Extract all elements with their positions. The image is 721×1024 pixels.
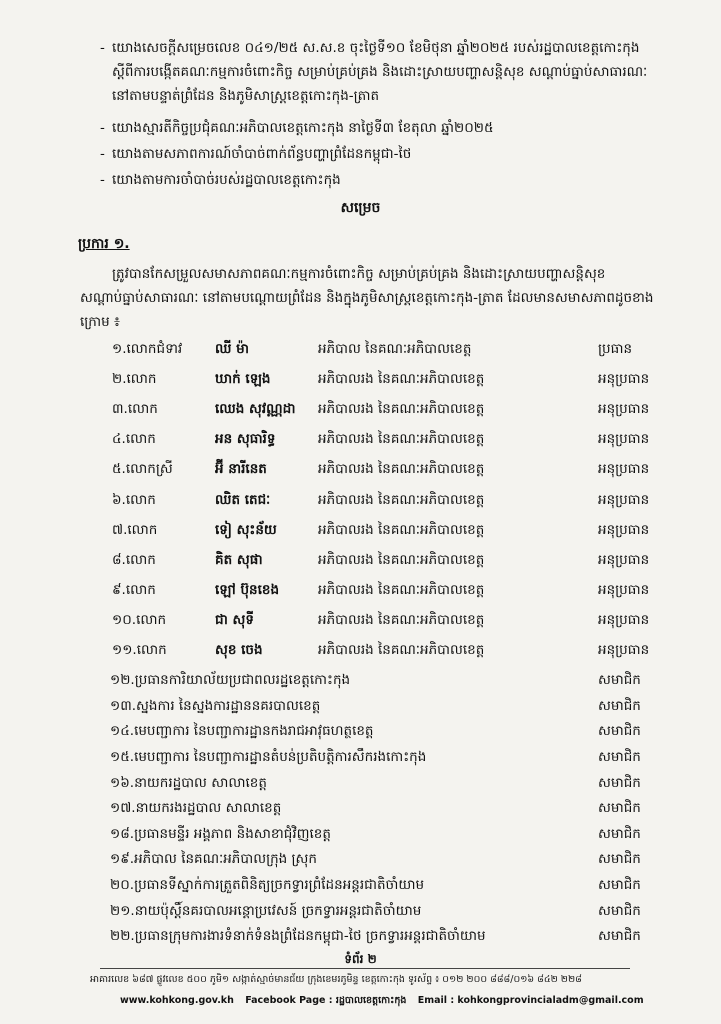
- member-number: ៦.លោក: [112, 491, 156, 508]
- member-role: សមាជិក: [598, 902, 641, 919]
- reference-text: យោងតាមការចាំបាច់របស់រដ្ឋបាលខេត្តកោះកុង: [112, 172, 341, 188]
- member-name: ទៀ សុះន័យ: [215, 521, 277, 538]
- member-number: ៨.លោក: [112, 551, 156, 568]
- member-row: [0, 898, 721, 926]
- member-position: អភិបាលរង នៃគណៈអភិបាលខេត្ត: [318, 401, 485, 418]
- member-role: អនុប្រធាន: [598, 431, 650, 448]
- reference-item: - យោងស្មារតីកិច្ចប្រជុំគណៈអភិបាលខេត្តកោះកុង នាថ្ងៃទី៣ ខែតុលា ឆ្នាំ២០២៥: [100, 116, 660, 140]
- member-row: [0, 577, 721, 605]
- member-role: អនុប្រធាន: [598, 401, 650, 418]
- member-row: [0, 456, 721, 484]
- member-role: អនុប្រធាន: [598, 371, 650, 388]
- member-position: អភិបាលរង នៃគណៈអភិបាលខេត្ត: [318, 642, 485, 658]
- member-role: អនុប្រធាន: [598, 642, 650, 658]
- member-role: សមាជិក: [598, 697, 641, 714]
- member-title: ១៣.ស្នងការ នៃស្នងការដ្ឋាននគរបាលខេត្ត: [110, 697, 321, 714]
- member-name: ឈេង សុវណ្ណដា: [215, 401, 296, 418]
- member-row: [0, 718, 721, 746]
- member-number: ២.លោក: [112, 371, 157, 388]
- member-number: ៩.លោក: [112, 581, 156, 598]
- reference-item: - យោងតាមការចាំបាច់របស់រដ្ឋបាលខេត្តកោះកុង: [100, 168, 660, 192]
- footer-address: អាគារលេខ ៦៨៧ ផ្លូវលេខ ៥០០ ភូមិ១ សង្កាត់ស្មាច់មានជ័យ ក្រុងខេមរភូមិន្ទ ខេត្តកោះកុង ទូរស័ព្ទ ៖ ០១២ ២០០ ៨៨៨/០១៦ ៨៤២ ២២៨: [90, 974, 582, 985]
- footer-divider: [100, 968, 630, 969]
- intro-paragraph: ត្រូវបានកែសម្រួលសមាសភាពគណៈកម្មការចំពោះកិច្ច សម្រាប់គ្រប់គ្រង និងដោះស្រាយបញ្ហាសន្តិសុខ សណ្តាប់ធ្នាប់សាធារណៈ នៅតាមបណ្តោយព្រំដែន និងក្នុងភូមិសាស្ត្រខេត្តកោះកុង-ត្រាត ដែលមានសមាសភាពដូចខាងក្រោម ៖: [80, 266, 654, 330]
- member-title: ១៧.នាយករងរដ្ឋបាល សាលាខេត្ត: [110, 800, 282, 817]
- member-role: សមាជិក: [598, 672, 641, 689]
- member-name: គិត សុផា: [215, 551, 263, 568]
- member-position: អភិបាលរង នៃគណៈអភិបាលខេត្ត: [318, 551, 485, 568]
- member-row: [0, 607, 721, 635]
- member-row: [0, 846, 721, 874]
- member-name: ឈី ម៉ា: [215, 341, 250, 357]
- member-name: អ៊ី នារីនេត: [215, 461, 267, 478]
- reference-text: យោងស្មារតីកិច្ចប្រជុំគណៈអភិបាលខេត្តកោះកុង នាថ្ងៃទី៣ ខែតុលា ឆ្នាំ២០២៥: [112, 120, 494, 136]
- member-title: ១៨.ប្រធានមន្ទីរ អង្គភាព និងសាខាជុំវិញខេត្ត: [110, 825, 331, 842]
- member-row: [0, 744, 721, 772]
- member-role: សមាជិក: [598, 748, 641, 765]
- member-row: [0, 336, 721, 364]
- member-name: សុខ ចេង: [215, 642, 263, 658]
- member-title: ១៥.មេបញ្ជាការ នៃបញ្ជាការដ្ឋានតំបន់ប្រតិបត្តិការសឹករងកោះកុង: [110, 748, 427, 765]
- member-role: សមាជិក: [598, 825, 641, 842]
- member-title: ១២.ប្រធានការិយាល័យប្រជាពលរដ្ឋខេត្តកោះកុង: [110, 672, 351, 689]
- member-row: [0, 693, 721, 721]
- reference-text: យោងសេចក្តីសម្រេចលេខ ០៤១/២៥ ស.ស.ខ ចុះថ្ងៃទី១០ ខែមិថុនា ឆ្នាំ២០២៥ របស់រដ្ឋបាលខេត្តកោះកុង ស្តីពីការបង្កើតគណៈកម្មការចំពោះកិច្ច សម្រាប់គ្រប់គ្រង និងដោះស្រាយបញ្ហាសន្តិសុខ សណ្តាប់ធ្នាប់សាធារណៈ នៅតាមបន្ទាត់ព្រំដែន និងភូមិសាស្ត្រខេត្តកោះកុង-ត្រាត: [112, 40, 648, 104]
- member-row: [0, 923, 721, 951]
- member-position: អភិបាល នៃគណៈអភិបាលខេត្ត: [318, 341, 472, 357]
- reference-item: - យោងតាមសភាពការណ៍ចាំបាច់ពាក់ព័ន្ធបញ្ហាព្រំដែនកម្ពុជា-ថៃ: [100, 142, 660, 166]
- member-row: [0, 396, 721, 424]
- member-row: [0, 547, 721, 575]
- member-title: ១៩.អភិបាល នៃគណៈអភិបាលក្រុង ស្រុក: [110, 851, 317, 868]
- footer-facebook: Facebook Page : រដ្ឋបាលខេត្តកោះកុង: [245, 995, 407, 1006]
- member-number: ១០.លោក: [112, 611, 167, 628]
- member-number: ១១.លោក: [112, 642, 167, 658]
- member-position: អភិបាលរង នៃគណៈអភិបាលខេត្ត: [318, 491, 485, 508]
- member-row: [0, 667, 721, 695]
- member-title: ២១.នាយប៉ុស្តិ៍នគរបាលអន្តោប្រវេសន៍ ច្រកទ្វារអន្តរជាតិចាំយាម: [110, 902, 422, 919]
- member-position: អភិបាលរង នៃគណៈអភិបាលខេត្ត: [318, 521, 485, 538]
- member-number: ៧.លោក: [112, 521, 158, 538]
- member-role: អនុប្រធាន: [598, 491, 650, 508]
- member-role: ប្រធាន: [598, 341, 633, 357]
- member-role: អនុប្រធាន: [598, 521, 650, 538]
- footer-website: www.kohkong.gov.kh: [120, 995, 234, 1006]
- member-number: ៤.លោក: [112, 431, 156, 448]
- member-role: សមាជិក: [598, 774, 641, 791]
- member-position: អភិបាលរង នៃគណៈអភិបាលខេត្ត: [318, 611, 485, 628]
- member-role: សមាជិក: [598, 800, 641, 817]
- member-name: ជា សុទី: [215, 611, 254, 628]
- member-number: ៣.លោក: [112, 401, 158, 418]
- reference-text: យោងតាមសភាពការណ៍ចាំបាច់ពាក់ព័ន្ធបញ្ហាព្រំដែនកម្ពុជា-ថៃ: [112, 146, 412, 162]
- member-role: សមាជិក: [598, 928, 641, 945]
- member-row: [0, 366, 721, 394]
- member-position: អភិបាលរង នៃគណៈអភិបាលខេត្ត: [318, 371, 485, 388]
- reference-item: - យោងសេចក្តីសម្រេចលេខ ០៤១/២៥ ស.ស.ខ ចុះថ្ងៃទី១០ ខែមិថុនា ឆ្នាំ២០២៥ របស់រដ្ឋបាលខេត្តកោះកុង ស្តីពីការបង្កើតគណៈកម្មការចំពោះកិច្ច សម្រាប់គ្រប់គ្រង និងដោះស្រាយបញ្ហាសន្តិសុខ សណ្តាប់ធ្នាប់សាធារណៈ នៅតាមបន្ទាត់ព្រំដែន និងភូមិសាស្ត្រខេត្តកោះកុង-ត្រាត: [100, 36, 660, 108]
- member-name: ឃាក់ ឡេង: [215, 371, 271, 388]
- page-number: ទំព័រ ២: [344, 952, 377, 966]
- decision-heading: សម្រេច: [340, 200, 381, 216]
- member-role: អនុប្រធាន: [598, 551, 650, 568]
- member-role: សមាជិក: [598, 876, 641, 893]
- member-position: អភិបាលរង នៃគណៈអភិបាលខេត្ត: [318, 581, 485, 598]
- member-title: ២២.ប្រធានក្រុមការងារទំនាក់ទំនងព្រំដែនកម្ពុជា-ថៃ ច្រកទ្វារអន្តរជាតិចាំយាម: [110, 928, 486, 945]
- member-position: អភិបាលរង នៃគណៈអភិបាលខេត្ត: [318, 431, 485, 448]
- member-title: ២០.ប្រធានទីស្នាក់ការត្រួតពិនិត្យច្រកទ្វារព្រំដែនអន្តរជាតិចាំយាម: [110, 876, 425, 893]
- member-row: [0, 795, 721, 823]
- member-row: [0, 637, 721, 665]
- member-name: ឡៅ ប៊ុនខេង: [215, 581, 280, 598]
- member-row: [0, 426, 721, 454]
- member-number: ១.លោកជំទាវ: [112, 341, 183, 357]
- article-label: ប្រការ ១.: [78, 236, 130, 252]
- member-title: ១៦.នាយករដ្ឋបាល សាលាខេត្ត: [110, 774, 267, 791]
- member-name: ឈិត តេជៈ: [215, 491, 271, 508]
- member-position: អភិបាលរង នៃគណៈអភិបាលខេត្ត: [318, 461, 485, 478]
- member-row: [0, 821, 721, 849]
- member-role: សមាជិក: [598, 851, 641, 868]
- member-number: ៥.លោកស្រី: [112, 461, 173, 478]
- footer-email: Email : kohkongprovincialadm@gmail.com: [417, 995, 644, 1006]
- member-name: អន សុធារិទ្ធ: [215, 431, 276, 448]
- member-row: [0, 770, 721, 798]
- member-role: អនុប្រធាន: [598, 461, 650, 478]
- member-role: សមាជិក: [598, 723, 641, 740]
- member-role: អនុប្រធាន: [598, 581, 650, 598]
- member-row: [0, 487, 721, 515]
- member-row: [0, 872, 721, 900]
- member-row: [0, 517, 721, 545]
- footer-contacts: [120, 994, 660, 1008]
- member-title: ១៤.មេបញ្ជាការ នៃបញ្ជាការដ្ឋានកងរាជអាវុធហត្ថខេត្ត: [110, 723, 374, 740]
- member-role: អនុប្រធាន: [598, 611, 650, 628]
